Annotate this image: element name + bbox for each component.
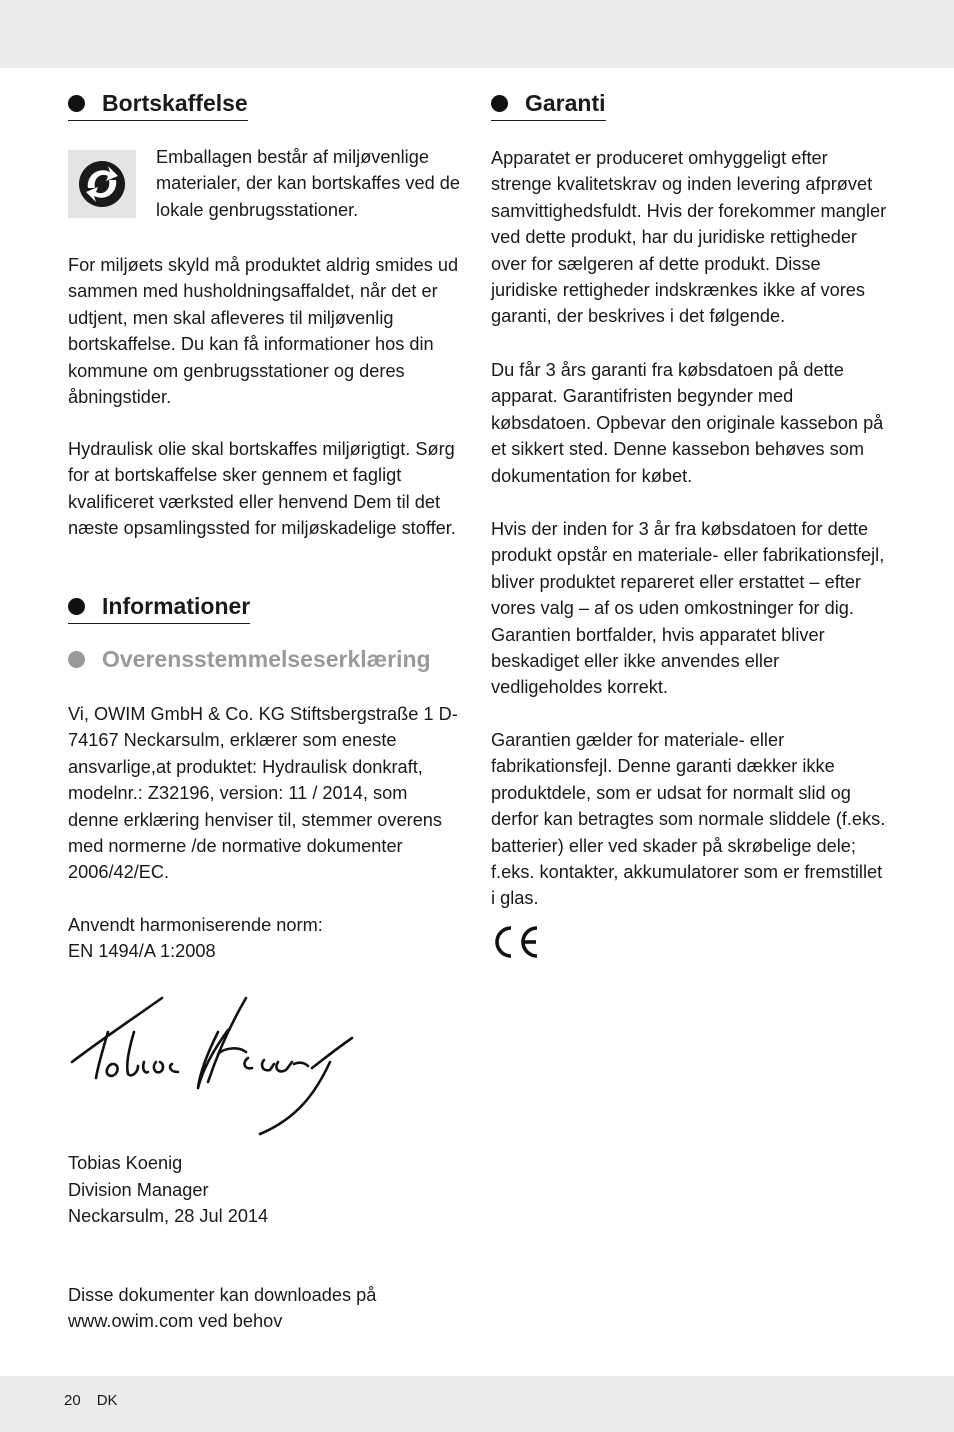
warranty-paragraph-2: Du får 3 års garanti fra købsdatoen på dette apparat. Garantifristen begynder med købsdatoen. Opbevar den originale kassebon på et sikkert sted. Denne kassebon behøves som dokumentation for købet. — [491, 360, 884, 486]
disposal-paragraph-2: Hydraulisk olie skal bortskaffes miljørigtigt. Sørg for at bortskaffelse sker gennem et fagligt kvalificeret værksted eller henvend Dem til det næste opsamlingssted for miljøskadelige stoffer. — [68, 439, 456, 539]
info-heading — [68, 589, 250, 624]
footer-band — [0, 1376, 954, 1432]
download-line-1: Disse dokumenter kan downloades på — [68, 1285, 377, 1305]
norm-line-2: EN 1494/A 1:2008 — [68, 941, 216, 961]
page-footer — [64, 1392, 118, 1409]
disposal-heading — [68, 86, 248, 121]
right-column — [491, 86, 891, 909]
download-line-2: www.owim.com ved behov — [68, 1311, 283, 1331]
green-dot-recycling-icon — [68, 150, 136, 218]
conformity-heading-text: Overensstemmelseserklæring — [102, 646, 431, 672]
disposal-paragraph-1: For miljøets skyld må produktet aldrig smides ud sammen med husholdningsaffaldet, når det er udtjent, men skal afleveres til miljøvenlig bortskaffelse. Du kan få informationer hos din kommune om genbrugsstationer og deres åbningstider. — [68, 255, 459, 408]
conformity-paragraph: Vi, OWIM GmbH & Co. KG Stiftsbergstraße 1 D-74167 Neckarsulm, erklærer som eneste ansvarlige,at produktet: Hydraulisk donkraft, modelnr.: Z32196, version: 11 / 2014, som denne erklæring henviser til, stemmer overens med normerne /de normative dokumenter 2006/42/EC. — [68, 704, 458, 883]
language-code: DK — [96, 1392, 118, 1409]
heading-bullet-icon — [68, 598, 85, 615]
recycle-text: Emballagen består af miljøvenlige materialer, der kan bortskaffes ved de lokale genbrugsstationer. — [156, 147, 460, 220]
subheading-bullet-icon — [68, 651, 85, 668]
signature-image — [68, 992, 368, 1142]
disposal-heading-text: Bortskaffelse — [102, 90, 248, 116]
info-heading-text: Informationer — [102, 593, 251, 619]
left-column — [68, 86, 468, 1331]
warranty-paragraph-4: Garantien gælder for materiale- eller fabrikationsfejl. Denne garanti dækker ikke produktdele, som er udsat for normalt slid og derfor kan betragtes som normale sliddele (f.eks. batterier) eller ved skader på skrøbelige dele; f.eks. kontakter, akkumulatorer som er fremstillet i glas. — [491, 730, 886, 909]
warranty-paragraph-1: Apparatet er produceret omhyggeligt efter strenge kvalitetskrav og inden levering afprøvet samvittighedsfuldt. Hvis der forekommer mangler ved dette produkt, har du juridiske rettigheder over for sælgeren af dette produkt. Disse juridiske rettigheder indskrænkes ikke af vores garanti, der beskrives i det følgende. — [491, 148, 887, 327]
warranty-heading — [491, 86, 606, 121]
conformity-heading — [68, 642, 522, 676]
signatory-place-date: Neckarsulm, 28 Jul 2014 — [68, 1206, 269, 1226]
heading-bullet-icon — [68, 95, 85, 112]
page-number: 20 — [64, 1392, 81, 1409]
heading-bullet-icon — [491, 95, 508, 112]
signatory-name: Tobias Koenig — [68, 1153, 183, 1173]
warranty-heading-text: Garanti — [525, 90, 606, 116]
warranty-paragraph-3: Hvis der inden for 3 år fra købsdatoen for dette produkt opstår en materiale- eller fabrikationsfejl, bliver produktet repareret eller erstattet – efter vores valg – af os uden omkostninger for dig. Garantien bortfalder, hvis apparatet bliver beskadiget eller ikke anvendes eller vedligeholdes korrekt. — [491, 519, 885, 698]
recycling-logo — [68, 150, 136, 218]
header-band — [0, 0, 954, 68]
norm-line-1: Anvendt harmoniserende norm: — [68, 915, 323, 935]
signatory-title: Division Manager — [68, 1180, 209, 1200]
ce-mark-icon — [491, 924, 541, 960]
